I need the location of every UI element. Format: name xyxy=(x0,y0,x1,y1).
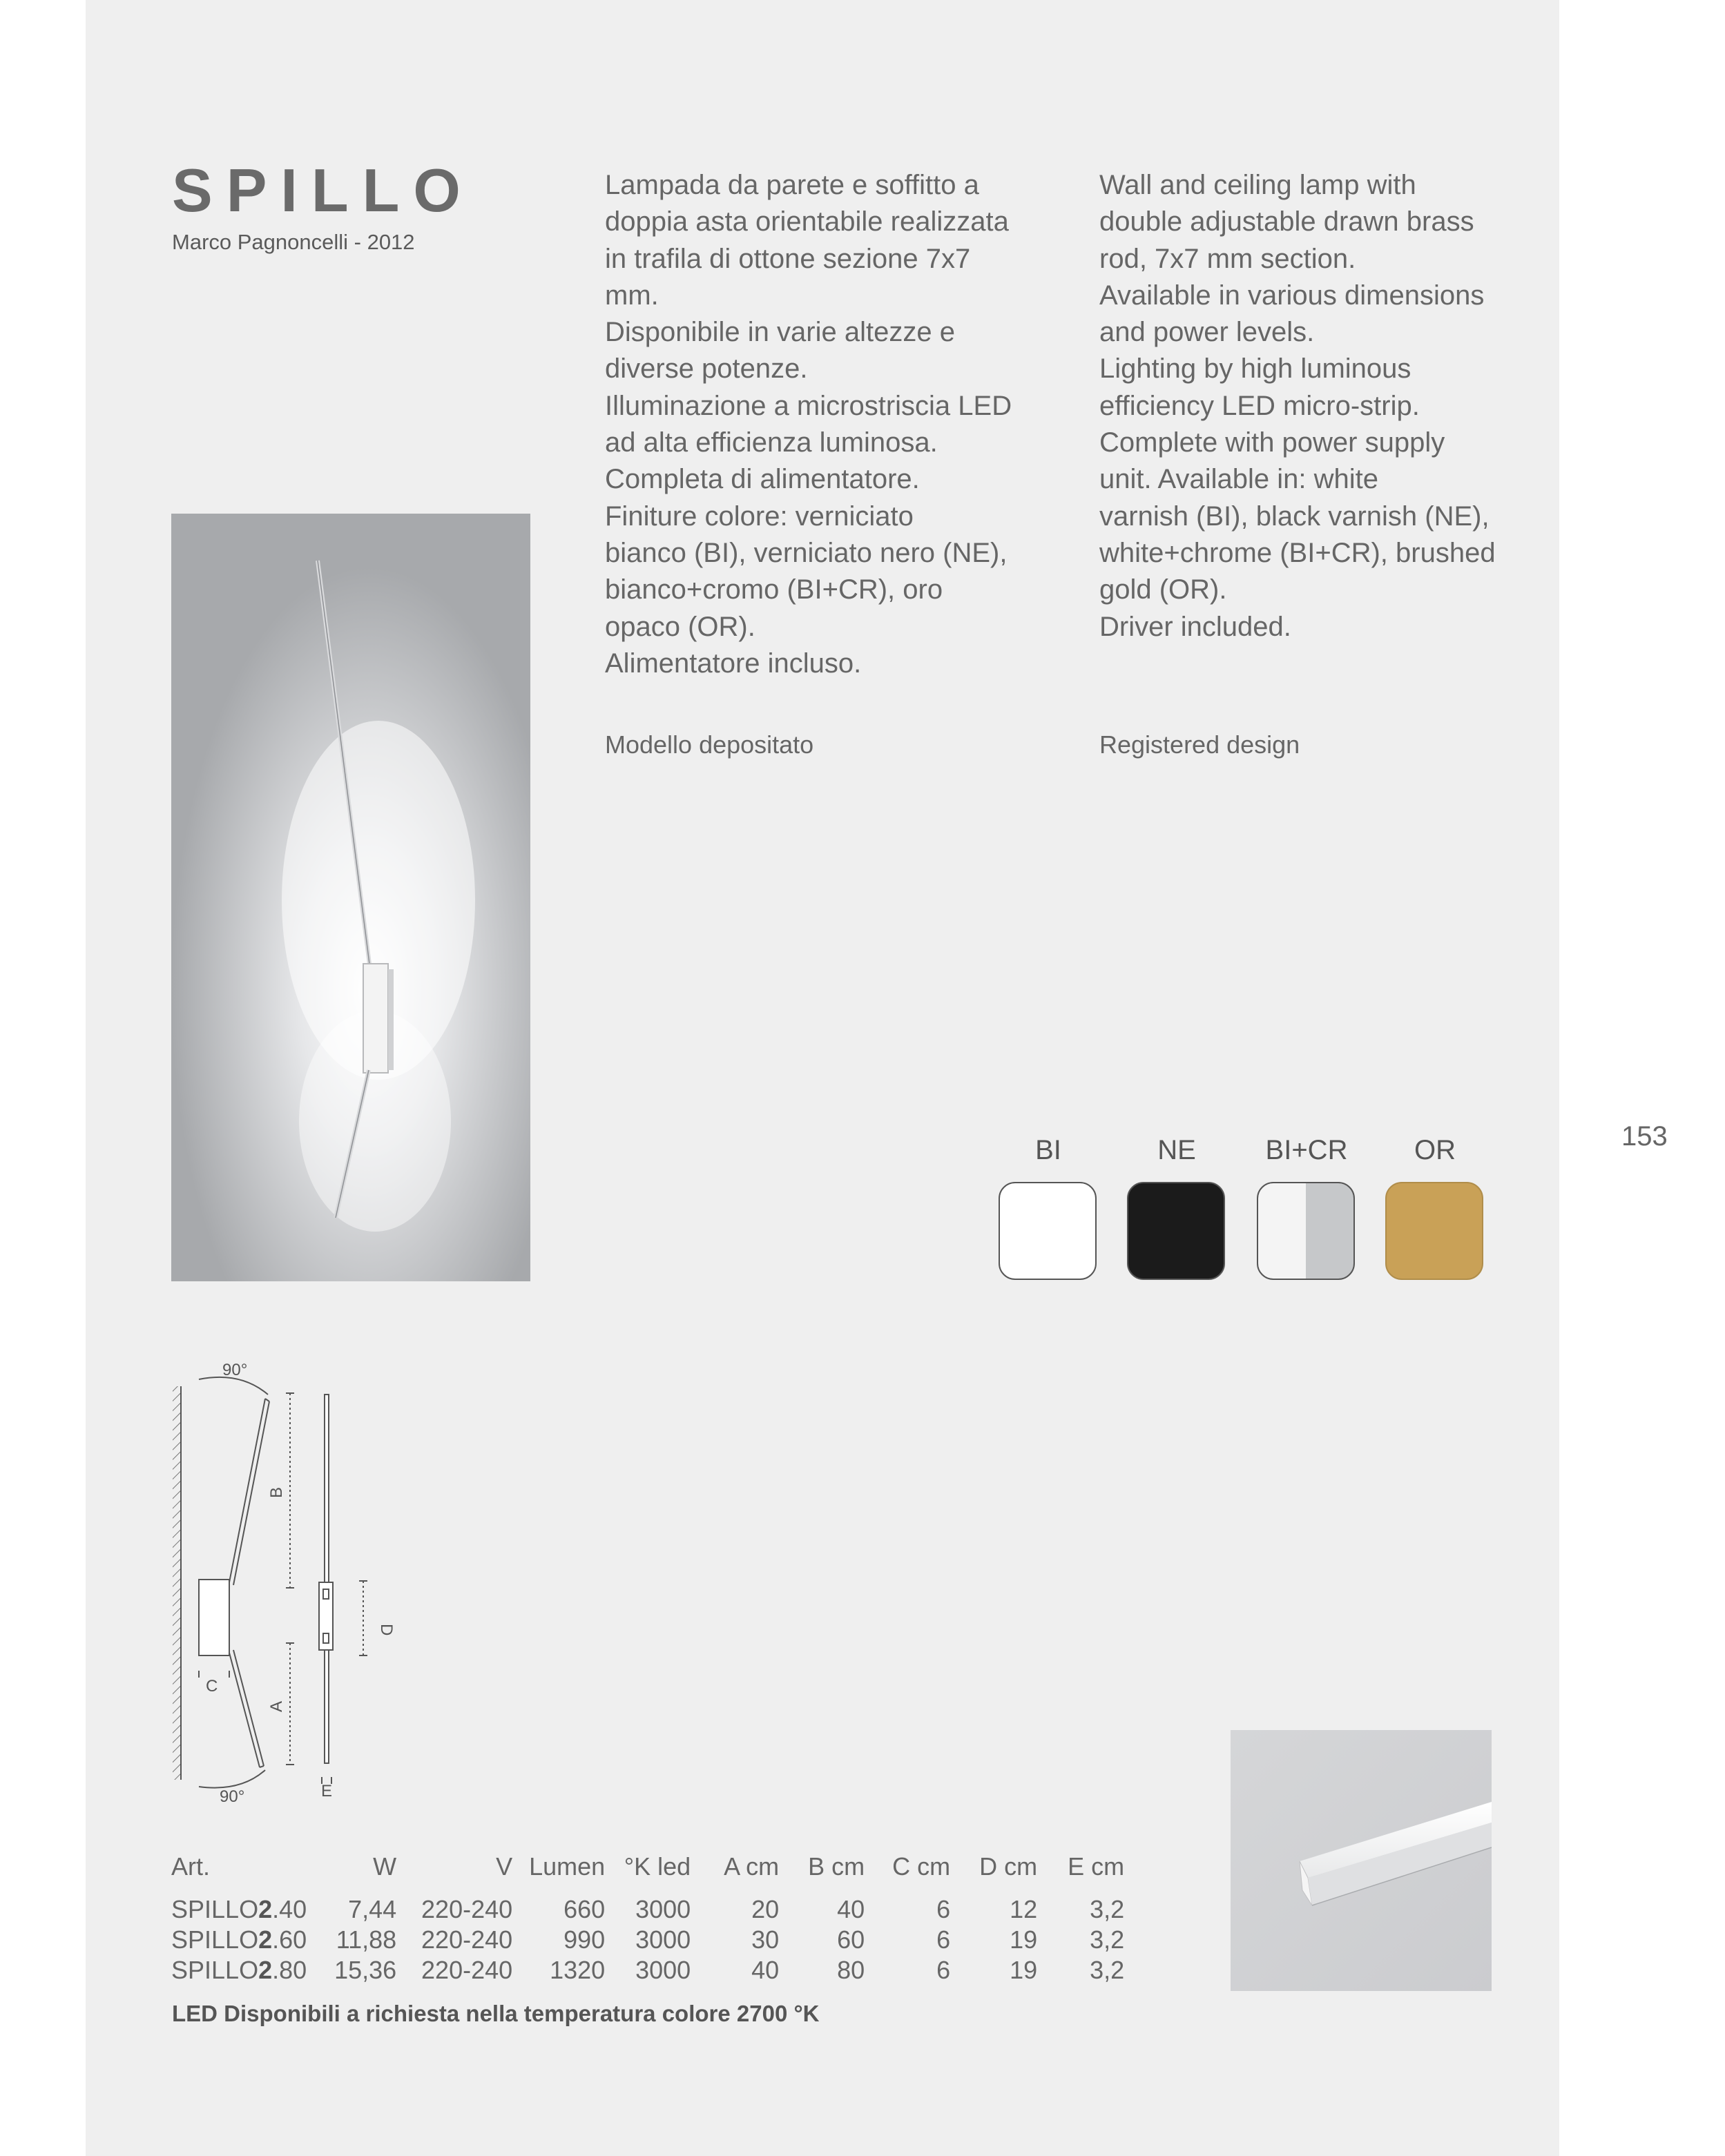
cell-w: 11,88 xyxy=(336,1925,397,1954)
description-line: Disponibile in varie altezze e xyxy=(605,317,955,348)
description-line: rod, 7x7 mm section. xyxy=(1099,243,1356,274)
description-line: ad alta efficienza luminosa. xyxy=(605,427,938,458)
description-line: mm. xyxy=(605,280,659,311)
description-line: bianco (BI), verniciato nero (NE), xyxy=(605,537,1008,568)
cell-lumen: 990 xyxy=(563,1925,606,1954)
description-line: gold (OR). xyxy=(1099,574,1227,605)
table-header-row xyxy=(171,1852,1124,1894)
description-line: Alimentatore incluso. xyxy=(605,648,862,679)
led-availability-note: LED Disponibili a richiesta nella temperatura colore 2700 °K xyxy=(172,2001,820,2026)
description-line: diverse potenze. xyxy=(605,353,808,385)
designer-credit: Marco Pagnoncelli - 2012 xyxy=(172,230,415,254)
cell-a: 30 xyxy=(751,1925,780,1954)
cell-e: 3,2 xyxy=(1090,1956,1125,1984)
cell-v: 220-240 xyxy=(421,1895,513,1923)
description-line: Illuminazione a microstriscia LED xyxy=(605,390,1012,421)
table-row xyxy=(171,1925,1124,1955)
finish-label-or: OR xyxy=(1414,1135,1456,1165)
cell-d: 12 xyxy=(1010,1895,1038,1923)
description-line: Complete with power supply xyxy=(1099,427,1445,458)
header-b: B cm xyxy=(808,1852,865,1881)
cell-d: 19 xyxy=(1010,1925,1038,1954)
product-title: SPILLO xyxy=(172,156,474,224)
description-line: Lampada da parete e soffitto a xyxy=(605,170,979,200)
description-line: white+chrome (BI+CR), brushed xyxy=(1099,537,1496,568)
technical-drawing xyxy=(171,1353,399,1823)
dimension-label-b: B xyxy=(267,1486,286,1498)
cell-lumen: 1320 xyxy=(550,1956,606,1984)
cell-article: SPILLO2.80 xyxy=(171,1956,307,1984)
cell-b: 60 xyxy=(837,1925,865,1954)
cell-a: 20 xyxy=(751,1895,780,1923)
description-line: doppia asta orientabile realizzata xyxy=(605,206,1009,237)
cell-k: 3000 xyxy=(635,1925,691,1954)
header-kelvin: °K led xyxy=(624,1852,691,1881)
header-a: A cm xyxy=(724,1852,780,1881)
table-row xyxy=(171,1955,1124,1985)
cell-c: 6 xyxy=(936,1895,951,1923)
cell-w: 15,36 xyxy=(334,1956,397,1984)
description-line: double adjustable drawn brass xyxy=(1099,206,1474,237)
header-art: Art. xyxy=(171,1852,211,1881)
cell-v: 220-240 xyxy=(421,1956,513,1984)
finish-label-ne: NE xyxy=(1157,1135,1196,1165)
finish-label-bi: BI xyxy=(1035,1135,1061,1165)
finish-swatch-black xyxy=(1127,1182,1225,1280)
cell-e: 3,2 xyxy=(1090,1895,1125,1923)
cell-article: SPILLO2.40 xyxy=(171,1895,307,1923)
cell-lumen: 660 xyxy=(563,1895,606,1923)
cell-e: 3,2 xyxy=(1090,1925,1125,1954)
cell-d: 19 xyxy=(1010,1956,1038,1984)
specifications-table xyxy=(171,1852,1124,1985)
finish-swatch-gold xyxy=(1385,1182,1483,1280)
page-number: 153 xyxy=(1621,1121,1668,1152)
dimension-label-c: C xyxy=(206,1677,218,1696)
cell-k: 3000 xyxy=(635,1895,691,1923)
finish-swatch-white-chrome xyxy=(1257,1182,1355,1280)
finish-label-bicr: BI+CR xyxy=(1265,1135,1348,1165)
description-line: Available in various dimensions xyxy=(1099,280,1485,311)
registered-design-en: Registered design xyxy=(1099,730,1300,759)
header-lumen: Lumen xyxy=(529,1852,606,1881)
table-row xyxy=(171,1894,1124,1925)
registered-design-it: Modello depositato xyxy=(605,730,814,759)
finish-swatch-white xyxy=(999,1182,1097,1280)
cell-b: 40 xyxy=(837,1895,865,1923)
description-line: Finiture colore: verniciato xyxy=(605,501,914,532)
cell-k: 3000 xyxy=(635,1956,691,1984)
description-english xyxy=(1099,167,1528,645)
description-line: Driver included. xyxy=(1099,611,1291,642)
header-e: E cm xyxy=(1068,1852,1125,1881)
description-line: efficiency LED micro-strip. xyxy=(1099,390,1420,421)
cell-a: 40 xyxy=(751,1956,780,1984)
description-line: Completa di alimentatore. xyxy=(605,464,920,495)
angle-label-bottom: 90° xyxy=(220,1787,245,1806)
description-line: in trafila di ottone sezione 7x7 xyxy=(605,243,971,274)
header-c: C cm xyxy=(892,1852,951,1881)
dimension-label-d: D xyxy=(377,1624,396,1636)
angle-label-top: 90° xyxy=(222,1361,248,1379)
cell-c: 6 xyxy=(936,1956,951,1984)
description-line: unit. Available in: white xyxy=(1099,464,1378,495)
description-line: and power levels. xyxy=(1099,317,1315,348)
description-line: opaco (OR). xyxy=(605,611,755,642)
header-v: V xyxy=(496,1852,513,1881)
cell-v: 220-240 xyxy=(421,1925,513,1954)
description-italian xyxy=(605,167,1033,682)
cell-b: 80 xyxy=(837,1956,865,1984)
description-line: Lighting by high luminous xyxy=(1099,353,1411,385)
description-line: varnish (BI), black varnish (NE), xyxy=(1099,501,1490,532)
cell-c: 6 xyxy=(936,1925,951,1954)
product-photo xyxy=(171,514,530,1281)
header-d: D cm xyxy=(979,1852,1038,1881)
detail-photo xyxy=(1231,1730,1492,1991)
cell-article: SPILLO2.60 xyxy=(171,1925,307,1954)
cell-w: 7,44 xyxy=(348,1895,397,1923)
description-line: Wall and ceiling lamp with xyxy=(1099,170,1416,200)
dimension-label-e: E xyxy=(321,1782,333,1800)
description-line: bianco+cromo (BI+CR), oro xyxy=(605,574,943,605)
dimension-label-a: A xyxy=(267,1700,286,1712)
header-w: W xyxy=(373,1852,397,1881)
